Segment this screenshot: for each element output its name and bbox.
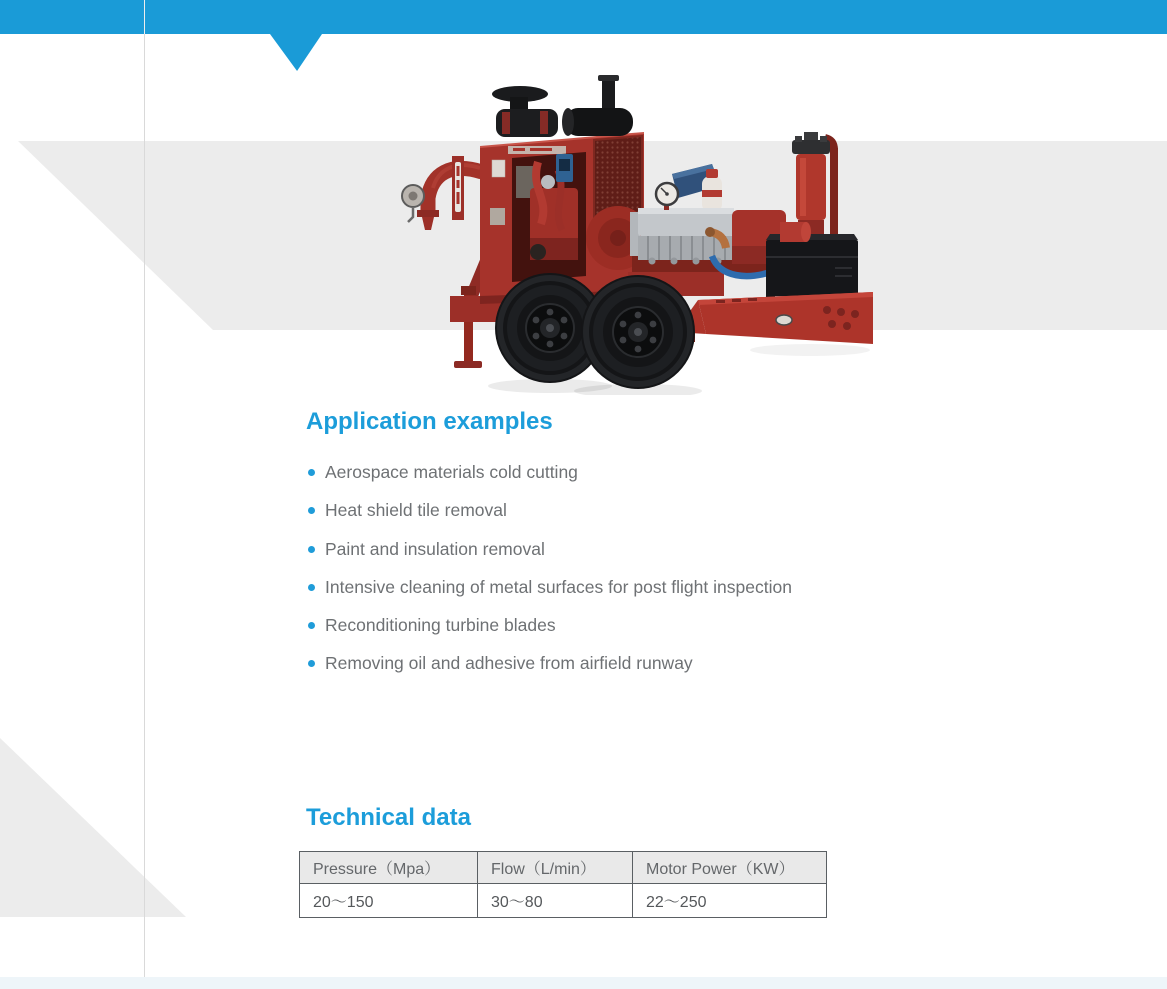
list-item: Intensive cleaning of metal surfaces for post flight inspection	[308, 578, 968, 616]
top-accent-bar	[0, 0, 1167, 34]
bullet-icon	[308, 469, 315, 476]
list-item: Heat shield tile removal	[308, 501, 968, 539]
vertical-divider-line	[144, 0, 145, 989]
list-item: Reconditioning turbine blades	[308, 616, 968, 654]
gray-corner-triangle	[0, 738, 186, 917]
suction-boom	[402, 156, 482, 230]
pump-unit-photo	[380, 70, 900, 395]
application-examples-list	[308, 463, 968, 693]
technical-data-table	[299, 851, 827, 918]
wheel-rear	[581, 275, 695, 389]
air-cleaner-and-muffler	[492, 75, 633, 137]
drive-stub	[780, 222, 811, 242]
vertical-divider-line-top	[144, 0, 145, 34]
cell-motor-power-value: 22～250	[633, 884, 827, 918]
cell-flow-value: 30～80	[478, 884, 633, 918]
technical-data-title: Technical data	[306, 804, 471, 831]
header-flow: Flow（L/min）	[478, 852, 633, 884]
list-item: Removing oil and adhesive from airfield runway	[308, 654, 968, 692]
bullet-icon	[308, 660, 315, 667]
rear-deck	[675, 292, 873, 344]
application-examples-title: Application examples	[306, 408, 553, 435]
bullet-icon	[308, 622, 315, 629]
pointer-triangle	[270, 34, 322, 71]
list-item: Paint and insulation removal	[308, 540, 968, 578]
table-header-row	[300, 852, 827, 884]
header-motor-power: Motor Power（KW）	[633, 852, 827, 884]
bottom-accent-strip	[0, 977, 1167, 989]
bullet-icon	[308, 507, 315, 514]
header-pressure: Pressure（Mpa）	[300, 852, 478, 884]
table-row	[300, 884, 827, 918]
bullet-icon	[308, 546, 315, 553]
bullet-icon	[308, 584, 315, 591]
cell-pressure-value: 20～150	[300, 884, 478, 918]
list-item: Aerospace materials cold cutting	[308, 463, 968, 501]
